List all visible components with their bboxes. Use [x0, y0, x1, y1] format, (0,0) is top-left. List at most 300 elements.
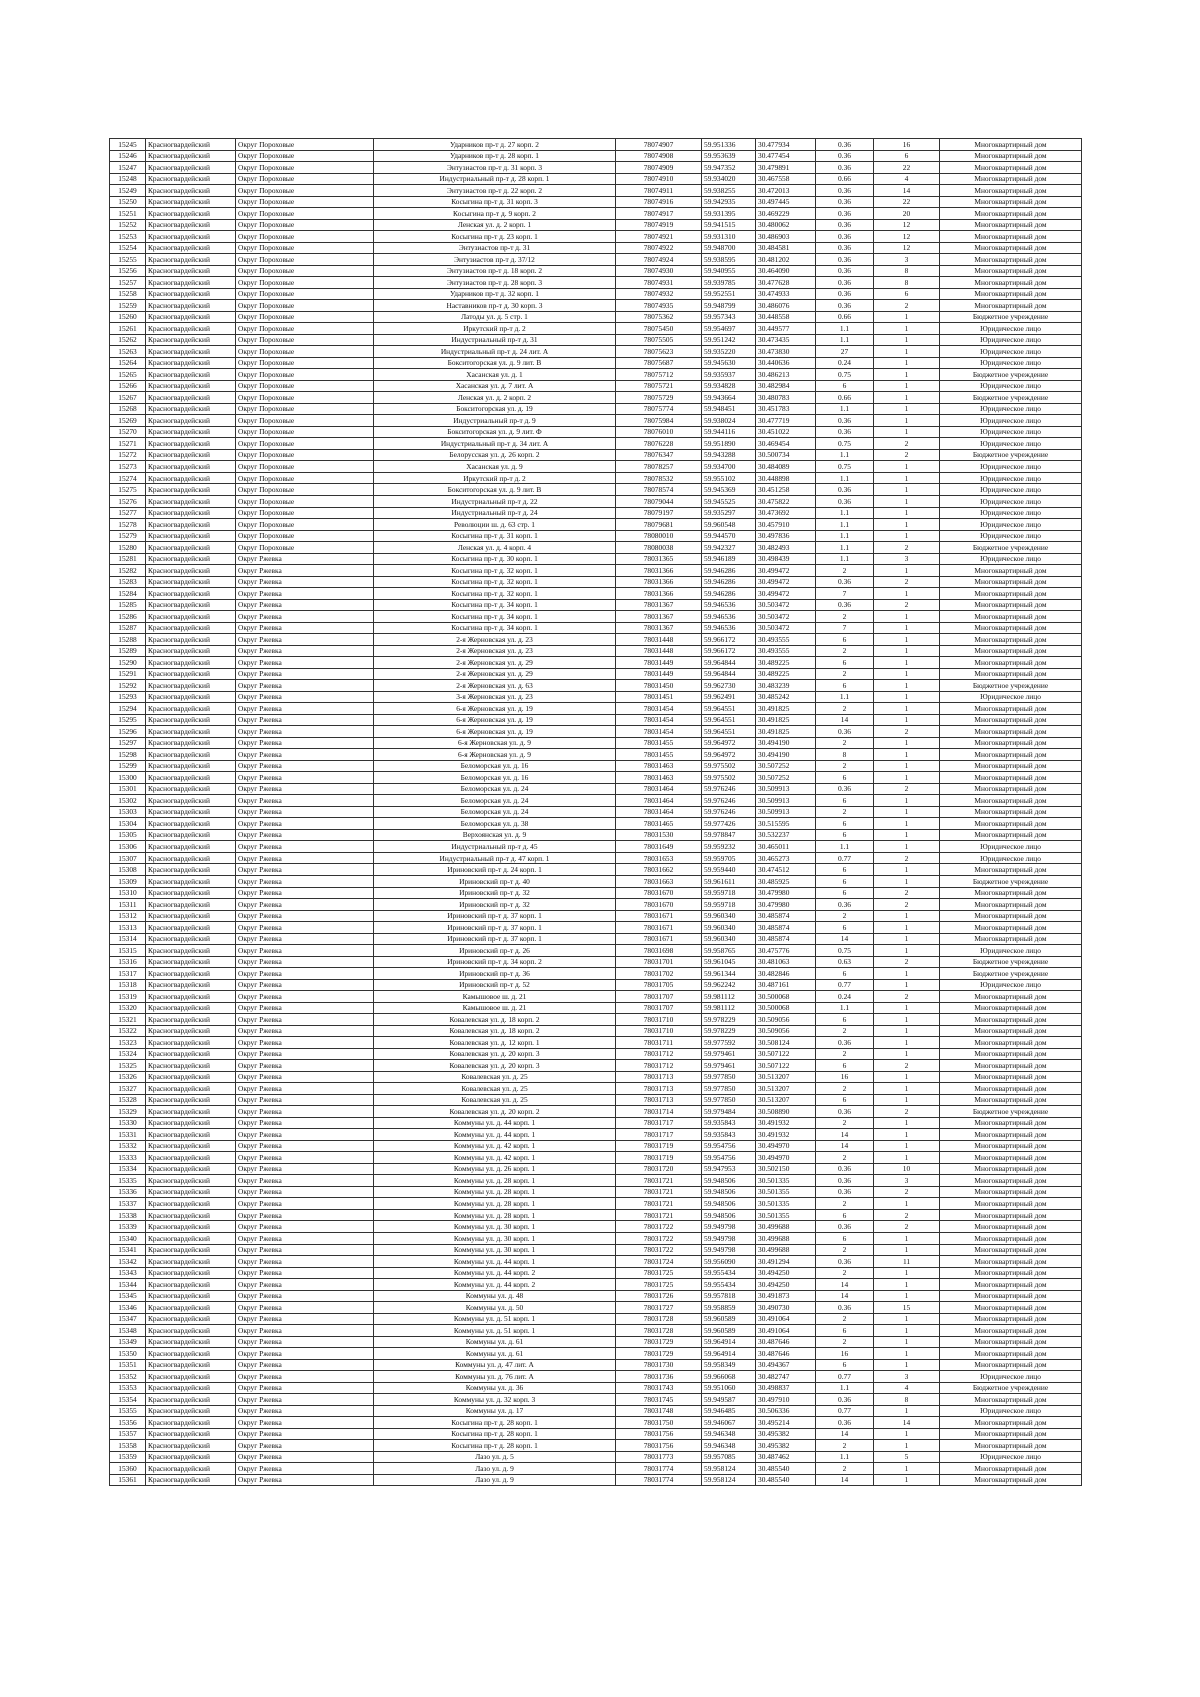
- code-cell: 78074917: [616, 208, 702, 220]
- table-row: [110, 749, 1082, 761]
- row-id-cell: 15304: [110, 818, 146, 830]
- table-row: [110, 657, 1082, 669]
- code-cell: 78031701: [616, 956, 702, 968]
- address-cell: 2-я Жерновская ул. д. 63: [374, 680, 616, 692]
- latitude-cell: 59.945630: [702, 357, 756, 369]
- volume-cell: 0.24: [816, 991, 874, 1003]
- municipal-okrug-cell: Округ Ржевка: [236, 968, 374, 980]
- row-id-cell: 15296: [110, 726, 146, 738]
- municipal-okrug-cell: Округ Пороховые: [236, 357, 374, 369]
- count-cell: 2: [874, 1186, 940, 1198]
- district-cell: Красногвардейский: [146, 139, 236, 151]
- code-cell: 78031721: [616, 1209, 702, 1221]
- longitude-cell: 30.451022: [756, 426, 816, 438]
- object-type-cell: Юридическое лицо: [940, 519, 1082, 531]
- count-cell: 2: [874, 599, 940, 611]
- district-cell: Красногвардейский: [146, 1267, 236, 1279]
- municipal-okrug-cell: Округ Ржевка: [236, 1451, 374, 1463]
- row-id-cell: 15329: [110, 1106, 146, 1118]
- table-row: [110, 495, 1082, 507]
- volume-cell: 0.77: [816, 979, 874, 991]
- address-cell: Коммуны ул. д. 42 корп. 1: [374, 1152, 616, 1164]
- volume-cell: 6: [816, 818, 874, 830]
- municipal-okrug-cell: Округ Ржевка: [236, 1198, 374, 1210]
- latitude-cell: 59.952551: [702, 288, 756, 300]
- row-id-cell: 15249: [110, 185, 146, 197]
- municipal-okrug-cell: Округ Ржевка: [236, 703, 374, 715]
- longitude-cell: 30.464090: [756, 265, 816, 277]
- count-cell: 1: [874, 1267, 940, 1279]
- code-cell: 78076010: [616, 426, 702, 438]
- row-id-cell: 15352: [110, 1371, 146, 1383]
- district-cell: Красногвардейский: [146, 968, 236, 980]
- volume-cell: 0.36: [816, 242, 874, 254]
- count-cell: 1: [874, 1152, 940, 1164]
- row-id-cell: 15299: [110, 760, 146, 772]
- latitude-cell: 59.964972: [702, 749, 756, 761]
- latitude-cell: 59.948506: [702, 1209, 756, 1221]
- row-id-cell: 15261: [110, 323, 146, 335]
- object-type-cell: Многоквартирный дом: [940, 772, 1082, 784]
- district-cell: Красногвардейский: [146, 588, 236, 600]
- count-cell: 2: [874, 542, 940, 554]
- municipal-okrug-cell: Округ Ржевка: [236, 749, 374, 761]
- count-cell: 1: [874, 346, 940, 358]
- municipal-okrug-cell: Округ Ржевка: [236, 772, 374, 784]
- row-id-cell: 15332: [110, 1140, 146, 1152]
- count-cell: 2: [874, 956, 940, 968]
- latitude-cell: 59.966068: [702, 1371, 756, 1383]
- municipal-okrug-cell: Округ Ржевка: [236, 1152, 374, 1164]
- code-cell: 78031698: [616, 945, 702, 957]
- code-cell: 78031728: [616, 1313, 702, 1325]
- code-cell: 78031449: [616, 668, 702, 680]
- address-cell: Камышовое ш. д. 21: [374, 1002, 616, 1014]
- volume-cell: 0.36: [816, 783, 874, 795]
- object-type-cell: Многоквартирный дом: [940, 300, 1082, 312]
- volume-cell: 2: [816, 1463, 874, 1475]
- row-id-cell: 15330: [110, 1117, 146, 1129]
- municipal-okrug-cell: Округ Пороховые: [236, 208, 374, 220]
- row-id-cell: 15310: [110, 887, 146, 899]
- row-id-cell: 15278: [110, 519, 146, 531]
- district-cell: Красногвардейский: [146, 703, 236, 715]
- volume-cell: 6: [816, 772, 874, 784]
- row-id-cell: 15262: [110, 334, 146, 346]
- object-type-cell: Многоквартирный дом: [940, 219, 1082, 231]
- row-id-cell: 15297: [110, 737, 146, 749]
- longitude-cell: 30.487462: [756, 1451, 816, 1463]
- municipal-okrug-cell: Округ Пороховые: [236, 461, 374, 473]
- longitude-cell: 30.507122: [756, 1060, 816, 1072]
- volume-cell: 2: [816, 1336, 874, 1348]
- count-cell: 1: [874, 1094, 940, 1106]
- longitude-cell: 30.475822: [756, 495, 816, 507]
- volume-cell: 2: [816, 565, 874, 577]
- longitude-cell: 30.479891: [756, 162, 816, 174]
- address-cell: Косыгина пр-т д. 28 корп. 1: [374, 1440, 616, 1452]
- address-cell: Хасанская ул. д. 9: [374, 461, 616, 473]
- count-cell: 1: [874, 979, 940, 991]
- municipal-okrug-cell: Округ Ржевка: [236, 1094, 374, 1106]
- count-cell: 1: [874, 1025, 940, 1037]
- volume-cell: 0.36: [816, 1394, 874, 1406]
- volume-cell: 0.36: [816, 484, 874, 496]
- count-cell: 1: [874, 519, 940, 531]
- volume-cell: 1.1: [816, 334, 874, 346]
- count-cell: 1: [874, 565, 940, 577]
- municipal-okrug-cell: Округ Ржевка: [236, 657, 374, 669]
- latitude-cell: 59.978229: [702, 1025, 756, 1037]
- count-cell: 1: [874, 634, 940, 646]
- table-row: [110, 380, 1082, 392]
- object-type-cell: Юридическое лицо: [940, 841, 1082, 853]
- object-type-cell: Многоквартирный дом: [940, 1152, 1082, 1164]
- count-cell: 1: [874, 1405, 940, 1417]
- district-cell: Красногвардейский: [146, 1232, 236, 1244]
- object-type-cell: Юридическое лицо: [940, 461, 1082, 473]
- latitude-cell: 59.951336: [702, 139, 756, 151]
- object-type-cell: Юридическое лицо: [940, 484, 1082, 496]
- table-row: [110, 162, 1082, 174]
- row-id-cell: 15337: [110, 1198, 146, 1210]
- object-type-cell: Юридическое лицо: [940, 426, 1082, 438]
- district-cell: Красногвардейский: [146, 1463, 236, 1475]
- latitude-cell: 59.960589: [702, 1313, 756, 1325]
- table-row: [110, 933, 1082, 945]
- code-cell: 78078257: [616, 461, 702, 473]
- longitude-cell: 30.485874: [756, 910, 816, 922]
- address-cell: Энтузиастов пр-т д. 37/12: [374, 254, 616, 266]
- code-cell: 78031719: [616, 1152, 702, 1164]
- latitude-cell: 59.957085: [702, 1451, 756, 1463]
- table-row: [110, 1209, 1082, 1221]
- latitude-cell: 59.976246: [702, 783, 756, 795]
- address-cell: Коммуны ул. д. 28 корп. 1: [374, 1198, 616, 1210]
- latitude-cell: 59.943664: [702, 392, 756, 404]
- table-row: [110, 323, 1082, 335]
- row-id-cell: 15340: [110, 1232, 146, 1244]
- district-cell: Красногвардейский: [146, 818, 236, 830]
- table-row: [110, 1417, 1082, 1429]
- longitude-cell: 30.491294: [756, 1256, 816, 1268]
- code-cell: 78080038: [616, 542, 702, 554]
- latitude-cell: 59.960340: [702, 933, 756, 945]
- latitude-cell: 59.975502: [702, 760, 756, 772]
- longitude-cell: 30.513207: [756, 1071, 816, 1083]
- table-row: [110, 783, 1082, 795]
- latitude-cell: 59.944570: [702, 530, 756, 542]
- latitude-cell: 59.946348: [702, 1428, 756, 1440]
- district-cell: Красногвардейский: [146, 1256, 236, 1268]
- row-id-cell: 15247: [110, 162, 146, 174]
- volume-cell: 0.36: [816, 1106, 874, 1118]
- table-row: [110, 1405, 1082, 1417]
- code-cell: 78031367: [616, 622, 702, 634]
- latitude-cell: 59.944116: [702, 426, 756, 438]
- volume-cell: 2: [816, 1267, 874, 1279]
- latitude-cell: 59.948700: [702, 242, 756, 254]
- table-row: [110, 1428, 1082, 1440]
- object-type-cell: Многоквартирный дом: [940, 196, 1082, 208]
- volume-cell: 14: [816, 1428, 874, 1440]
- row-id-cell: 15323: [110, 1037, 146, 1049]
- latitude-cell: 59.935843: [702, 1117, 756, 1129]
- table-row: [110, 254, 1082, 266]
- latitude-cell: 59.960340: [702, 922, 756, 934]
- row-id-cell: 15303: [110, 806, 146, 818]
- volume-cell: 14: [816, 1474, 874, 1486]
- municipal-okrug-cell: Округ Ржевка: [236, 1014, 374, 1026]
- row-id-cell: 15356: [110, 1417, 146, 1429]
- code-cell: 78031721: [616, 1175, 702, 1187]
- table-row: [110, 622, 1082, 634]
- object-type-cell: Юридическое лицо: [940, 1371, 1082, 1383]
- address-cell: Коммуны ул. д. 30 корп. 1: [374, 1244, 616, 1256]
- volume-cell: 0.36: [816, 139, 874, 151]
- count-cell: 1: [874, 380, 940, 392]
- table-row: [110, 426, 1082, 438]
- object-type-cell: Многоквартирный дом: [940, 1163, 1082, 1175]
- address-cell: Коммуны ул. д. 61: [374, 1336, 616, 1348]
- latitude-cell: 59.960589: [702, 1325, 756, 1337]
- district-cell: Красногвардейский: [146, 1417, 236, 1429]
- object-type-cell: Юридическое лицо: [940, 438, 1082, 450]
- latitude-cell: 59.946286: [702, 565, 756, 577]
- municipal-okrug-cell: Округ Ржевка: [236, 1209, 374, 1221]
- latitude-cell: 59.964972: [702, 737, 756, 749]
- address-cell: Ленская ул. д. 2 корп. 1: [374, 219, 616, 231]
- municipal-okrug-cell: Округ Ржевка: [236, 818, 374, 830]
- code-cell: 78031649: [616, 841, 702, 853]
- address-cell: Бокситогорская ул. д. 19: [374, 403, 616, 415]
- object-type-cell: Бюджетное учреждение: [940, 311, 1082, 323]
- latitude-cell: 59.945525: [702, 495, 756, 507]
- longitude-cell: 30.499472: [756, 565, 816, 577]
- address-cell: 2-я Жерновская ул. д. 23: [374, 634, 616, 646]
- object-type-cell: Многоквартирный дом: [940, 622, 1082, 634]
- count-cell: 1: [874, 922, 940, 934]
- object-type-cell: Многоквартирный дом: [940, 1048, 1082, 1060]
- municipal-okrug-cell: Округ Ржевка: [236, 1336, 374, 1348]
- count-cell: 2: [874, 1209, 940, 1221]
- address-cell: Ковалевская ул. д. 20 корп. 3: [374, 1048, 616, 1060]
- district-cell: Красногвардейский: [146, 714, 236, 726]
- latitude-cell: 59.979461: [702, 1048, 756, 1060]
- row-id-cell: 15307: [110, 852, 146, 864]
- volume-cell: 6: [816, 922, 874, 934]
- count-cell: 1: [874, 829, 940, 841]
- municipal-okrug-cell: Округ Ржевка: [236, 1186, 374, 1198]
- row-id-cell: 15322: [110, 1025, 146, 1037]
- object-type-cell: Многоквартирный дом: [940, 1325, 1082, 1337]
- municipal-okrug-cell: Округ Ржевка: [236, 783, 374, 795]
- address-cell: Ириновский пр-т д. 32: [374, 899, 616, 911]
- longitude-cell: 30.481202: [756, 254, 816, 266]
- table-row: [110, 691, 1082, 703]
- district-cell: Красногвардейский: [146, 829, 236, 841]
- longitude-cell: 30.499688: [756, 1232, 816, 1244]
- longitude-cell: 30.482493: [756, 542, 816, 554]
- count-cell: 1: [874, 714, 940, 726]
- object-type-cell: Многоквартирный дом: [940, 1083, 1082, 1095]
- code-cell: 78031451: [616, 691, 702, 703]
- longitude-cell: 30.485242: [756, 691, 816, 703]
- address-cell: Ударников пр-т д. 28 корп. 1: [374, 150, 616, 162]
- count-cell: 1: [874, 1014, 940, 1026]
- longitude-cell: 30.498837: [756, 1382, 816, 1394]
- count-cell: 2: [874, 852, 940, 864]
- object-type-cell: Юридическое лицо: [940, 415, 1082, 427]
- district-cell: Красногвардейский: [146, 852, 236, 864]
- latitude-cell: 59.942327: [702, 542, 756, 554]
- code-cell: 78076347: [616, 449, 702, 461]
- latitude-cell: 59.954697: [702, 323, 756, 335]
- municipal-okrug-cell: Округ Ржевка: [236, 1371, 374, 1383]
- municipal-okrug-cell: Округ Ржевка: [236, 737, 374, 749]
- address-cell: Ленская ул. д. 2 корп. 2: [374, 392, 616, 404]
- address-cell: Косыгина пр-т д. 31 корп. 1: [374, 530, 616, 542]
- latitude-cell: 59.935937: [702, 369, 756, 381]
- count-cell: 4: [874, 173, 940, 185]
- count-cell: 1: [874, 426, 940, 438]
- object-type-cell: Многоквартирный дом: [940, 1140, 1082, 1152]
- volume-cell: 0.36: [816, 277, 874, 289]
- volume-cell: 16: [816, 1348, 874, 1360]
- longitude-cell: 30.513207: [756, 1083, 816, 1095]
- code-cell: 78031705: [616, 979, 702, 991]
- volume-cell: 14: [816, 933, 874, 945]
- row-id-cell: 15273: [110, 461, 146, 473]
- table-row: [110, 1279, 1082, 1291]
- volume-cell: 1.1: [816, 841, 874, 853]
- longitude-cell: 30.477934: [756, 139, 816, 151]
- row-id-cell: 15351: [110, 1359, 146, 1371]
- volume-cell: 0.36: [816, 415, 874, 427]
- count-cell: 1: [874, 1313, 940, 1325]
- volume-cell: 14: [816, 1279, 874, 1291]
- address-cell: Ириновский пр-т д. 40: [374, 876, 616, 888]
- count-cell: 3: [874, 1175, 940, 1187]
- table-row: [110, 208, 1082, 220]
- longitude-cell: 30.472013: [756, 185, 816, 197]
- municipal-okrug-cell: Округ Ржевка: [236, 1428, 374, 1440]
- longitude-cell: 30.497910: [756, 1394, 816, 1406]
- row-id-cell: 15315: [110, 945, 146, 957]
- count-cell: 11: [874, 1256, 940, 1268]
- code-cell: 78031774: [616, 1474, 702, 1486]
- address-cell: Коммуны ул. д. 51 корп. 1: [374, 1313, 616, 1325]
- code-cell: 78031671: [616, 922, 702, 934]
- longitude-cell: 30.494970: [756, 1152, 816, 1164]
- longitude-cell: 30.499688: [756, 1221, 816, 1233]
- row-id-cell: 15295: [110, 714, 146, 726]
- municipal-okrug-cell: Округ Ржевка: [236, 1048, 374, 1060]
- row-id-cell: 15280: [110, 542, 146, 554]
- municipal-okrug-cell: Округ Ржевка: [236, 1221, 374, 1233]
- municipal-okrug-cell: Округ Ржевка: [236, 864, 374, 876]
- address-cell: Индустриальный пр-т д. 9: [374, 415, 616, 427]
- latitude-cell: 59.959232: [702, 841, 756, 853]
- count-cell: 1: [874, 1474, 940, 1486]
- object-type-cell: Многоквартирный дом: [940, 795, 1082, 807]
- district-cell: Красногвардейский: [146, 495, 236, 507]
- longitude-cell: 30.506336: [756, 1405, 816, 1417]
- address-cell: Коммуны ул. д. 44 корп. 2: [374, 1267, 616, 1279]
- longitude-cell: 30.487161: [756, 979, 816, 991]
- latitude-cell: 59.964551: [702, 703, 756, 715]
- object-type-cell: Многоквартирный дом: [940, 818, 1082, 830]
- municipal-okrug-cell: Округ Ржевка: [236, 1163, 374, 1175]
- row-id-cell: 15361: [110, 1474, 146, 1486]
- longitude-cell: 30.486903: [756, 231, 816, 243]
- address-cell: Индустриальный пр-т д. 28 корп. 1: [374, 173, 616, 185]
- district-cell: Красногвардейский: [146, 783, 236, 795]
- count-cell: 2: [874, 991, 940, 1003]
- district-cell: Красногвардейский: [146, 668, 236, 680]
- address-cell: 6-я Жерновская ул. д. 9: [374, 737, 616, 749]
- row-id-cell: 15321: [110, 1014, 146, 1026]
- district-cell: Красногвардейский: [146, 1117, 236, 1129]
- longitude-cell: 30.494190: [756, 737, 816, 749]
- table-body: [110, 139, 1082, 1486]
- municipal-okrug-cell: Округ Ржевка: [236, 1083, 374, 1095]
- latitude-cell: 59.960340: [702, 910, 756, 922]
- district-cell: Красногвардейский: [146, 737, 236, 749]
- municipal-okrug-cell: Округ Ржевка: [236, 1025, 374, 1037]
- address-cell: Коммуны ул. д. 28 корп. 1: [374, 1175, 616, 1187]
- table-row: [110, 1071, 1082, 1083]
- municipal-okrug-cell: Округ Пороховые: [236, 346, 374, 358]
- count-cell: 1: [874, 772, 940, 784]
- count-cell: 1: [874, 1037, 940, 1049]
- latitude-cell: 59.976246: [702, 795, 756, 807]
- table-row: [110, 864, 1082, 876]
- row-id-cell: 15319: [110, 991, 146, 1003]
- district-cell: Красногвардейский: [146, 1037, 236, 1049]
- district-cell: Красногвардейский: [146, 1198, 236, 1210]
- object-type-cell: Многоквартирный дом: [940, 1336, 1082, 1348]
- table-row: [110, 1325, 1082, 1337]
- object-type-cell: Юридическое лицо: [940, 380, 1082, 392]
- municipal-okrug-cell: Округ Пороховые: [236, 495, 374, 507]
- table-row: [110, 1094, 1082, 1106]
- latitude-cell: 59.939785: [702, 277, 756, 289]
- code-cell: 78074911: [616, 185, 702, 197]
- longitude-cell: 30.507122: [756, 1048, 816, 1060]
- code-cell: 78031722: [616, 1221, 702, 1233]
- volume-cell: 0.36: [816, 726, 874, 738]
- count-cell: 3: [874, 553, 940, 565]
- latitude-cell: 59.931395: [702, 208, 756, 220]
- table-row: [110, 956, 1082, 968]
- municipal-okrug-cell: Округ Ржевка: [236, 553, 374, 565]
- longitude-cell: 30.501355: [756, 1209, 816, 1221]
- latitude-cell: 59.955434: [702, 1279, 756, 1291]
- table-row: [110, 1140, 1082, 1152]
- municipal-okrug-cell: Округ Ржевка: [236, 691, 374, 703]
- row-id-cell: 15284: [110, 588, 146, 600]
- district-cell: Красногвардейский: [146, 922, 236, 934]
- count-cell: 1: [874, 461, 940, 473]
- code-cell: 78074919: [616, 219, 702, 231]
- municipal-okrug-cell: Округ Ржевка: [236, 1290, 374, 1302]
- longitude-cell: 30.485925: [756, 876, 816, 888]
- latitude-cell: 59.935297: [702, 507, 756, 519]
- table-row: [110, 1451, 1082, 1463]
- municipal-okrug-cell: Округ Ржевка: [236, 622, 374, 634]
- address-cell: Коммуны ул. д. 44 корп. 1: [374, 1256, 616, 1268]
